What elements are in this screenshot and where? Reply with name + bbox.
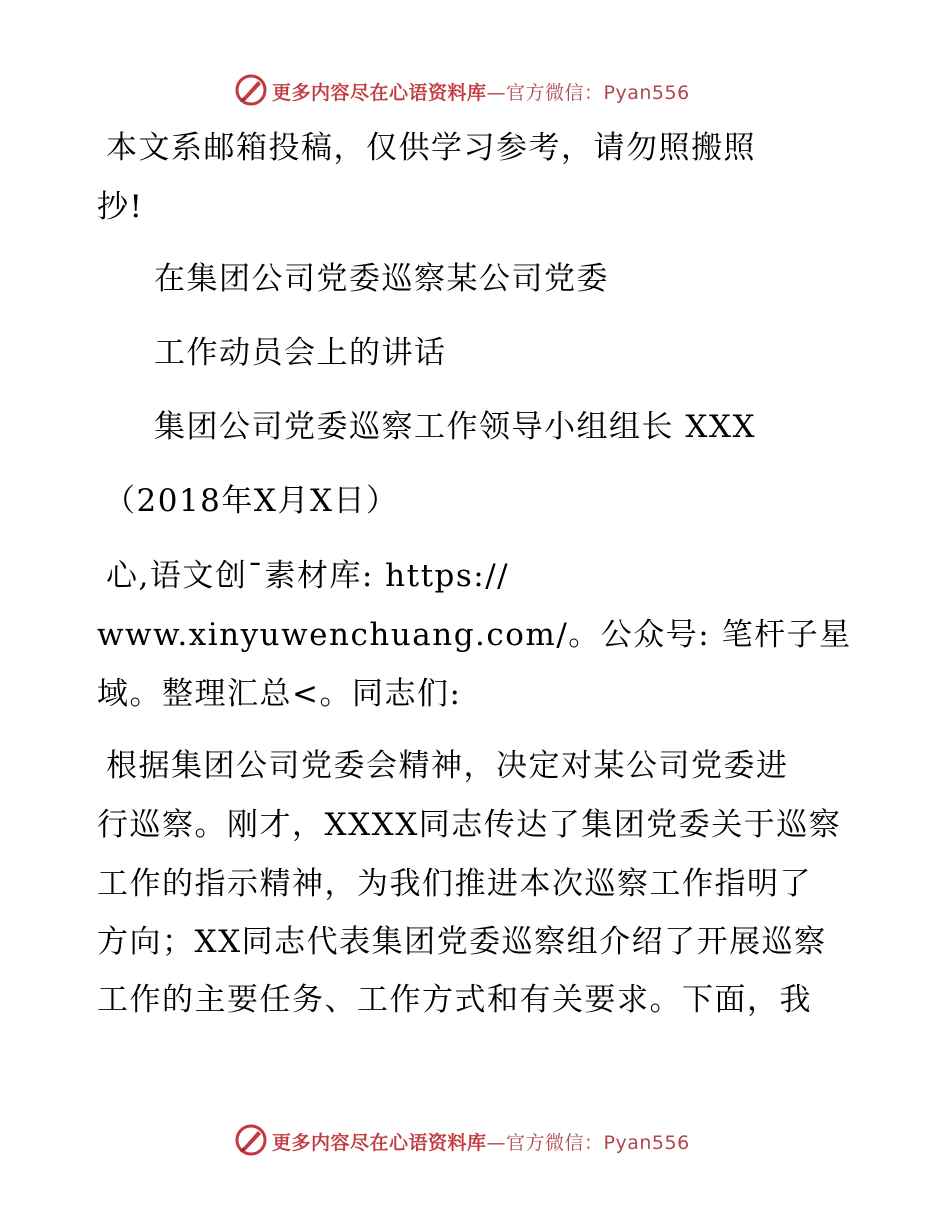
title-line-1: 在集团公司党委巡察某公司党委: [154, 261, 609, 297]
body-line-3: 工作的指示精神，为我们推进本次巡察工作指明了: [97, 866, 812, 902]
disclaimer-line-2: 抄!: [97, 189, 144, 225]
speaker-line: 集团公司党委巡察工作领导小组组长 XXX: [154, 409, 757, 445]
body-line-5: 工作的主要任务、工作方式和有关要求。下面，我: [97, 982, 812, 1018]
footer-banner: [0, 1120, 950, 1160]
body-line-4: 方向；XX同志代表集团党委巡察组介绍了开展巡察: [97, 924, 827, 960]
title-line-2: 工作动员会上的讲话: [154, 335, 447, 371]
footer-banner-text: [272, 1128, 690, 1155]
date-line: （2018年X月X日）: [104, 483, 399, 519]
header-banner-text: [272, 78, 690, 105]
disclaimer-line-1: 本文系邮箱投稿，仅供学习参考，请勿照搬照: [106, 130, 756, 166]
header-banner-lead: 更多内容尽在心语资料库: [272, 82, 487, 104]
pen-logo-icon: [234, 1123, 268, 1157]
body-line-2: 行巡察。刚才，XXXX同志传达了集团党委关于巡察: [97, 807, 842, 843]
header-banner: [0, 70, 950, 110]
source-note-line-2: www.xinyuwenchuang.com/。公众号: 笔杆子星: [97, 617, 852, 653]
source-note-line-1: 心,语文创¯素材库: https://: [106, 558, 510, 594]
pen-logo-icon: [234, 73, 268, 107]
footer-banner-lead: 更多内容尽在心语资料库: [272, 1132, 487, 1154]
header-banner-contact: —官方微信：Pyan556: [486, 82, 690, 104]
source-note-line-3: 域。整理汇总<。同志们:: [97, 676, 462, 712]
body-line-1: 根据集团公司党委会精神，决定对某公司党委进: [106, 748, 789, 784]
footer-banner-contact: —官方微信：Pyan556: [486, 1132, 690, 1154]
